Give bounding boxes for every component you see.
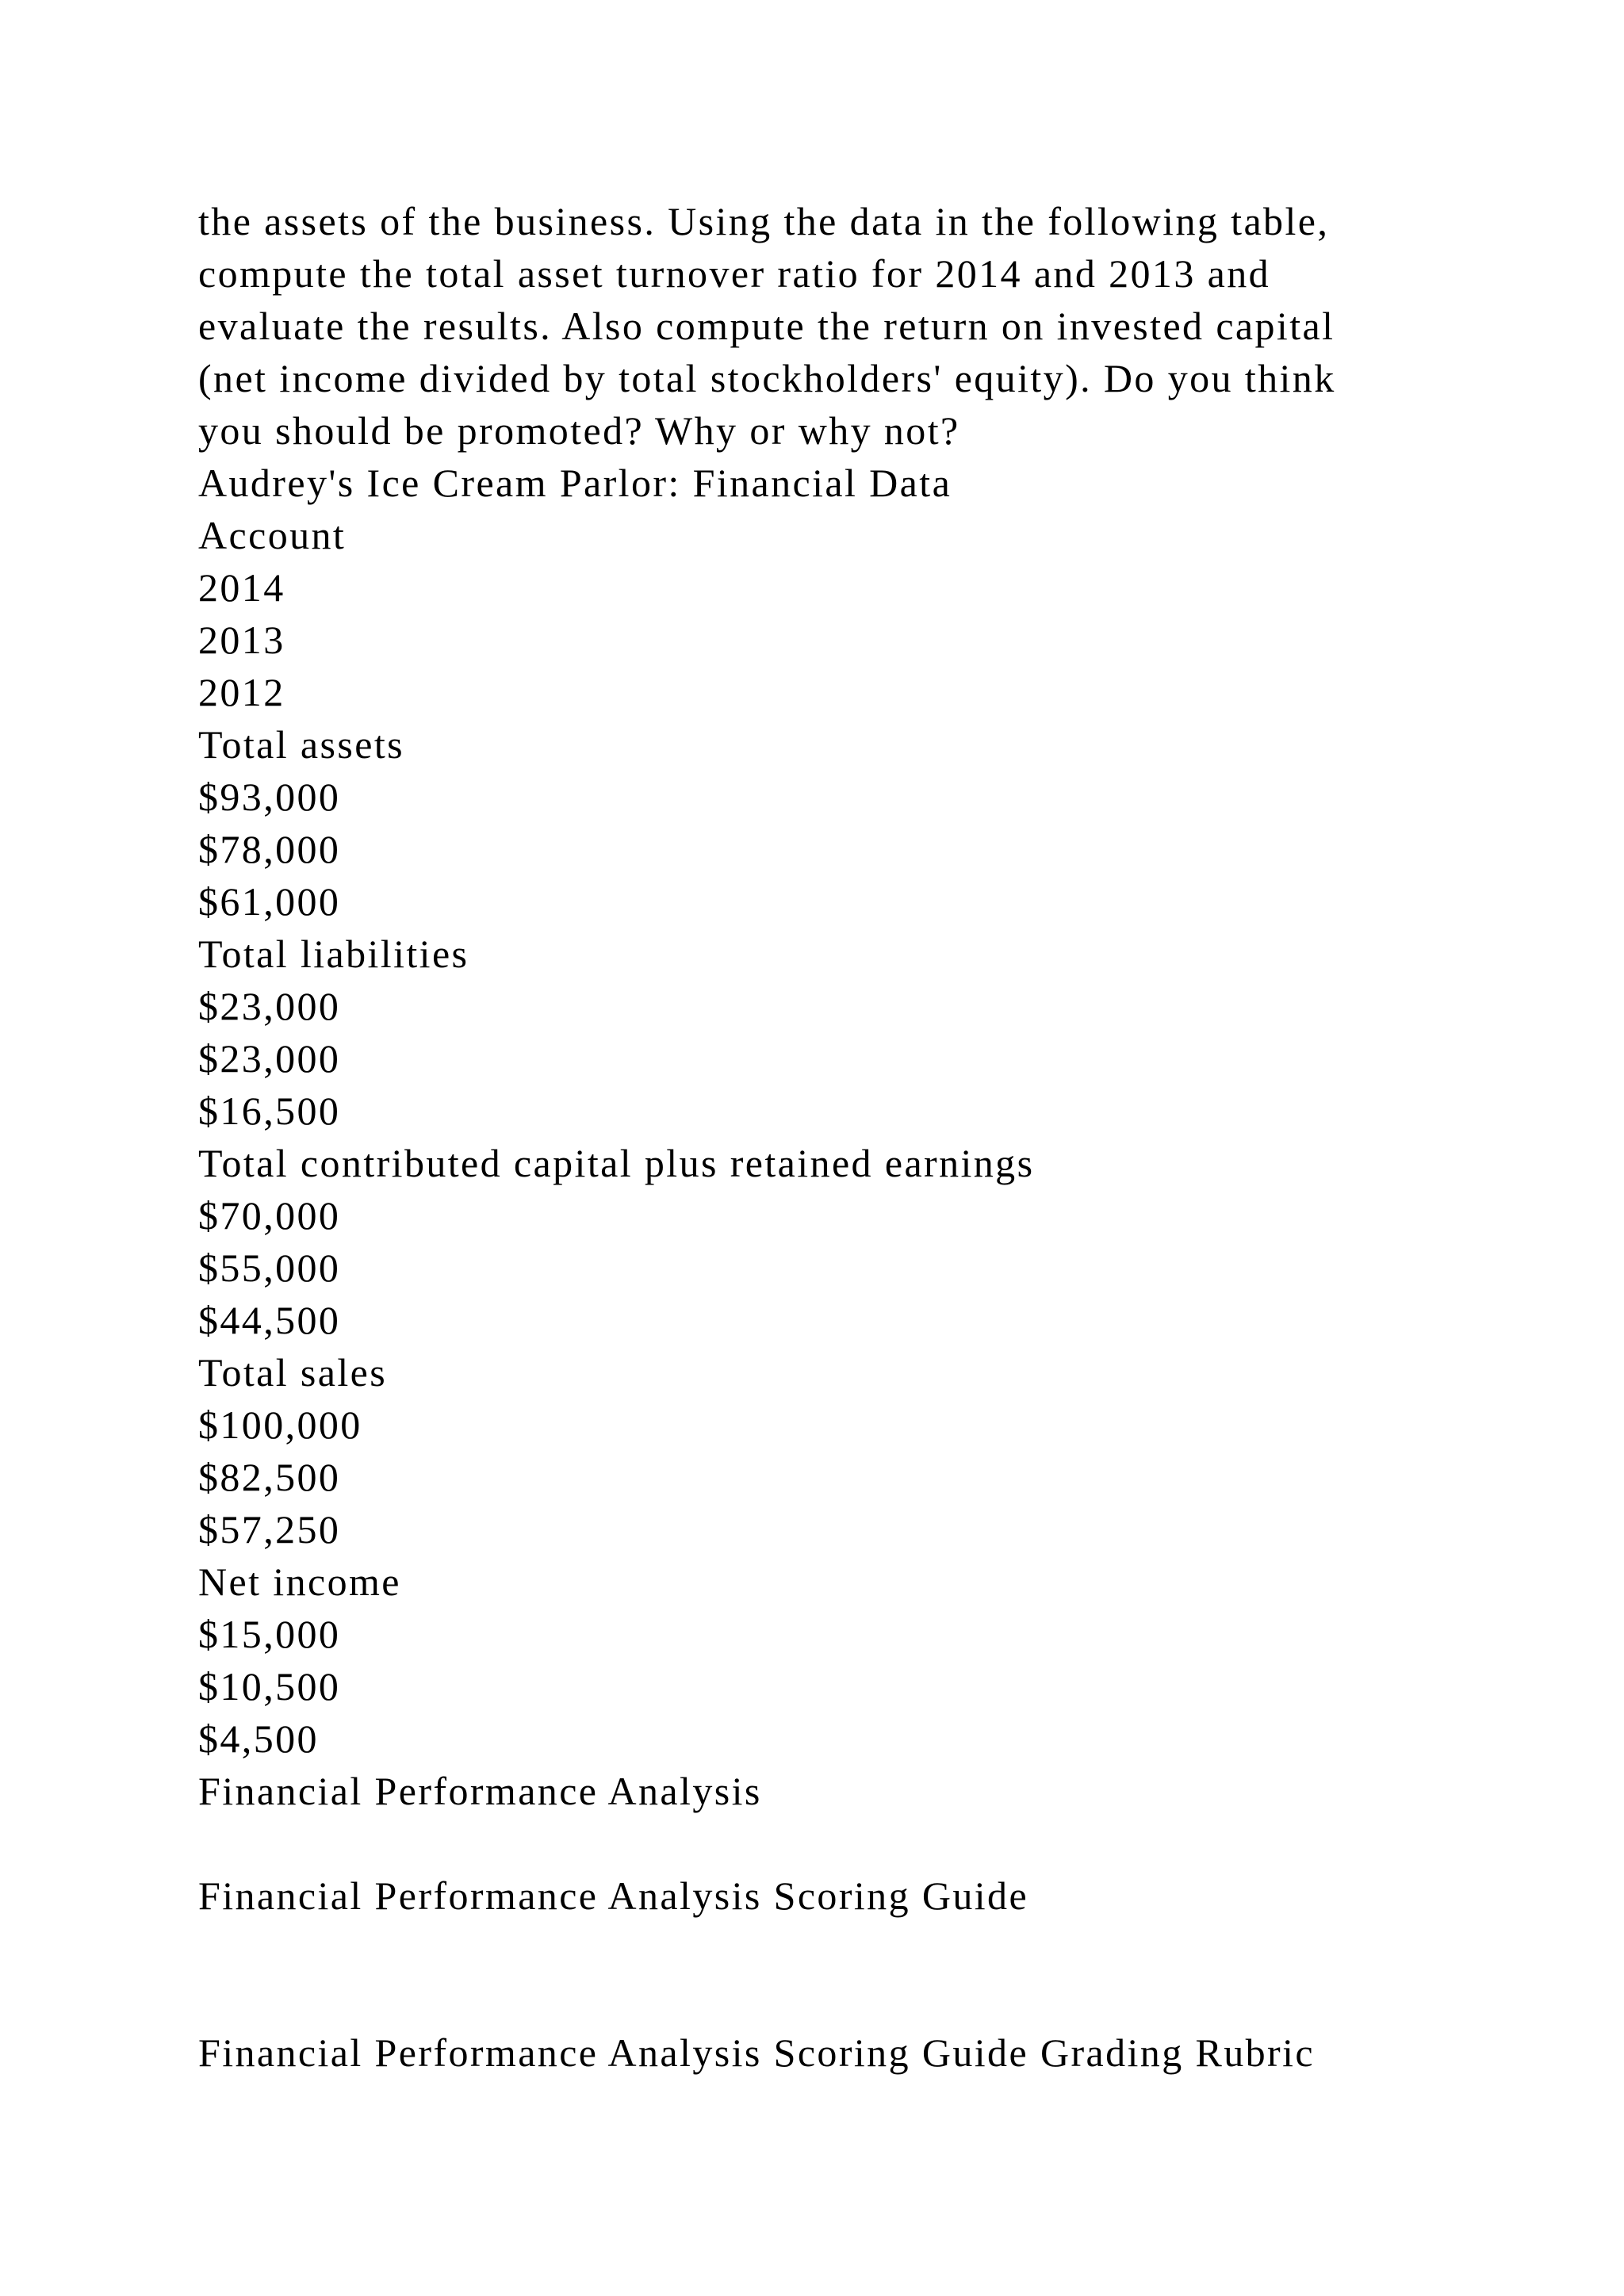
table-row-account: Total contributed capital plus retained earnings: [198, 1141, 1035, 1185]
scoring-guide-title: Financial Performance Analysis Scoring Guide: [198, 1873, 1029, 1918]
table-cell: $15,000: [198, 1612, 341, 1656]
table-header-year: 2014: [198, 565, 285, 610]
table-title: Audrey's Ice Cream Parlor: Financial Data: [198, 461, 952, 505]
table-row-account: Total assets: [198, 722, 404, 767]
intro-line: evaluate the results. Also compute the return on invested capital: [198, 304, 1335, 348]
table-cell: $93,000: [198, 775, 341, 819]
table-cell: $4,500: [198, 1716, 319, 1761]
table-cell: $70,000: [198, 1193, 341, 1238]
table-cell: $10,500: [198, 1664, 341, 1709]
table-row-account: Total liabilities: [198, 932, 469, 976]
table-cell: $57,250: [198, 1507, 341, 1552]
table-row-account: Net income: [198, 1559, 401, 1604]
table-cell: $100,000: [198, 1402, 362, 1447]
table-cell: $23,000: [198, 1036, 341, 1081]
intro-line: compute the total asset turnover ratio for 2014 and 2013 and: [198, 251, 1271, 296]
intro-line: (net income divided by total stockholders' equity). Do you think: [198, 356, 1336, 400]
table-cell: $44,500: [198, 1298, 341, 1342]
blank-line: [198, 1817, 1467, 1869]
table-header-year: 2012: [198, 670, 285, 714]
intro-line: you should be promoted? Why or why not?: [198, 408, 960, 453]
table-cell: $55,000: [198, 1246, 341, 1290]
document-body: [198, 195, 1467, 2079]
table-cell: $82,500: [198, 1455, 341, 1499]
table-cell: $23,000: [198, 984, 341, 1028]
section-title: Financial Performance Analysis: [198, 1769, 762, 1813]
table-cell: $78,000: [198, 827, 341, 871]
table-cell: $16,500: [198, 1089, 341, 1133]
rubric-title: Financial Performance Analysis Scoring Guide Grading Rubric: [198, 2030, 1315, 2075]
table-cell: $61,000: [198, 879, 341, 924]
intro-line: the assets of the business. Using the data in the following table,: [198, 199, 1330, 243]
table-row-account: Total sales: [198, 1350, 388, 1395]
table-header-account: Account: [198, 513, 347, 557]
blank-line: [198, 1922, 1467, 1974]
table-header-year: 2013: [198, 618, 285, 662]
blank-line: [198, 1974, 1467, 2026]
